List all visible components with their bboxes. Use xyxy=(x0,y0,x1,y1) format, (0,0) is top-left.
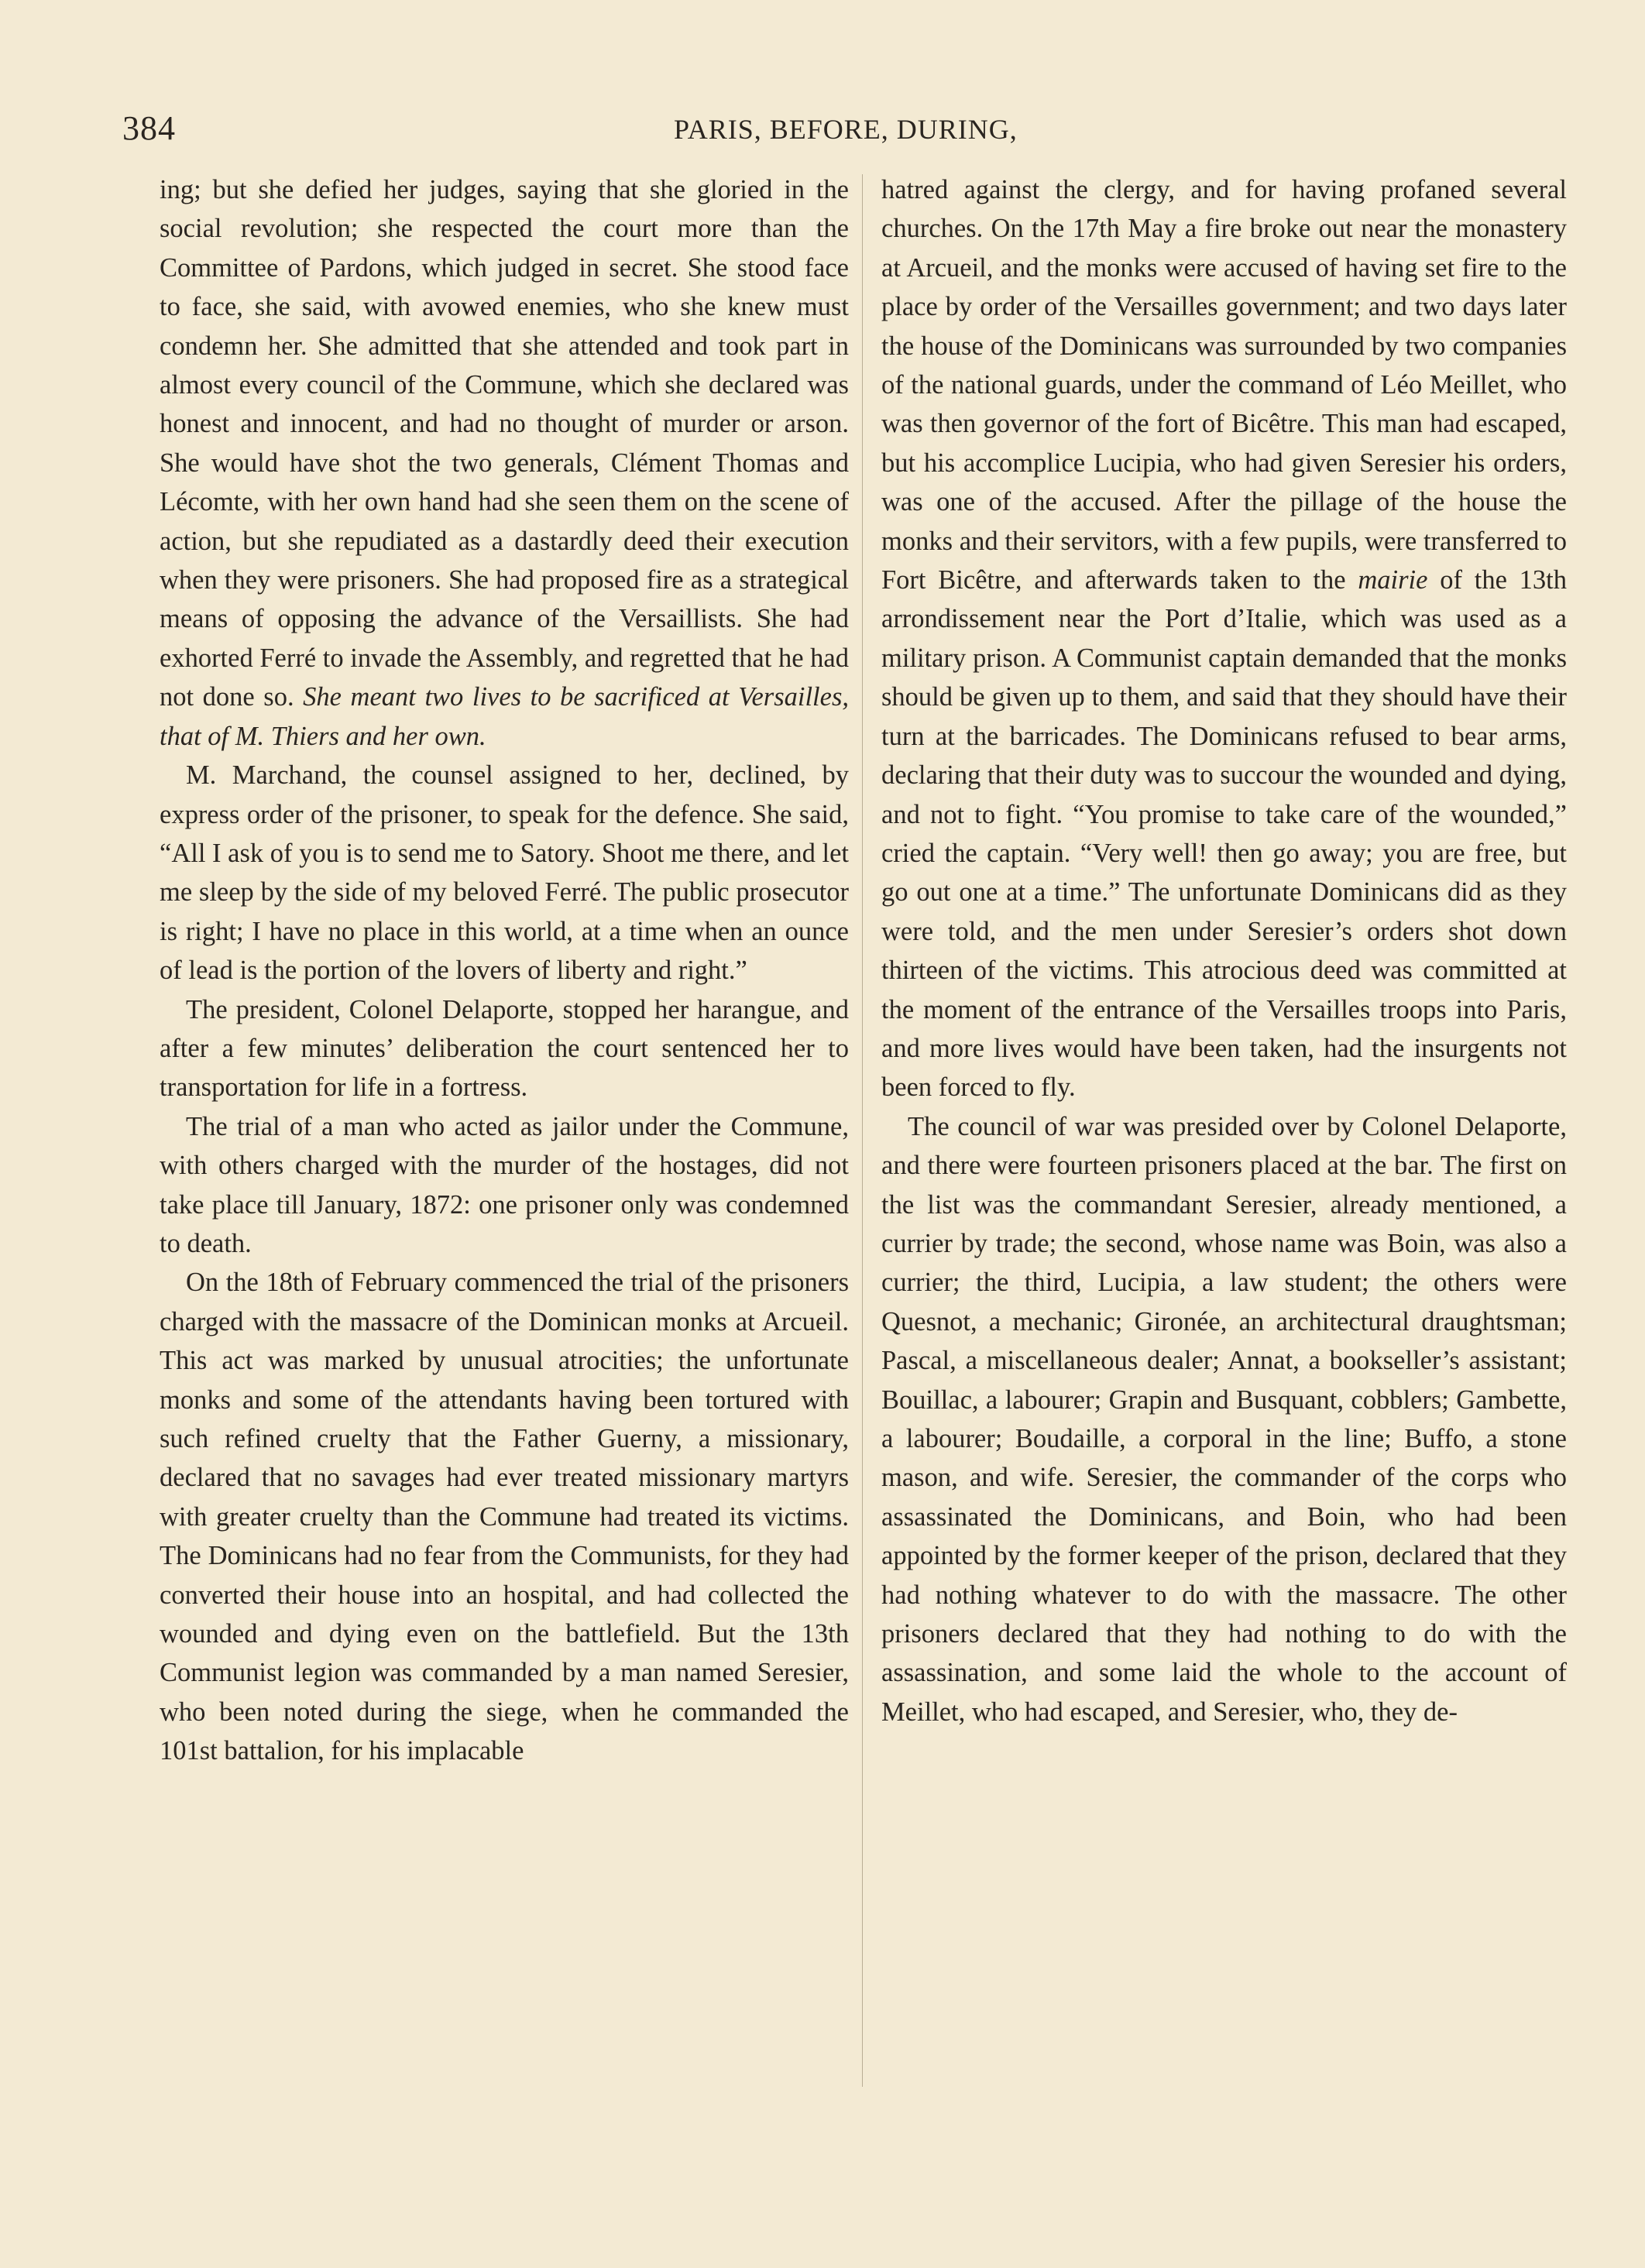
paragraph: The president, Colonel Delaporte, stopped her harangue, and after a few minutes’ deliberation the court sentenced her to transportation for life in a fortress. xyxy=(160,994,849,1103)
paragraph-text: of the 13th arrondissement near the Port d’Italie, which was used as a military prison. A Communist captain demanded that the monks should be given up to them, and said that they should have their turn at the barricades. The Dominicans refused to bear arms, declaring that their duty was to succour the wounded and dying, and not to fight. “You promise to take care of the wounded,” cried the captain. “Very well! then go away; you are free, but go out one at a time.” The unfortunate Dominicans did as they were told, and the men under Seresier’s orders shot down thirteen of the victims. This atrocious deed was committed at the moment of the entrance of the Versailles troops into Paris, and more lives would have been taken, had the insurgents not been forced to fly. xyxy=(881,565,1568,1103)
page-number: 384 xyxy=(122,109,176,147)
paragraph xyxy=(881,170,1567,1107)
paragraph-text: hatred against the clergy, and for having profaned several churches. On the 17th May a fire broke out near the monastery at Arcueil, and the monks were accused of having set fire to the place by order of the Versailles government; and two days later the house of the Dominicans was surrounded by two companies of the national guards, under the command of Léo Meillet, who was then governor of the fort of Bicêtre. This man had escaped, but his accomplice Lucipia, who had given Seresier his orders, was one of the accused. After the pillage of the house the monks and their servitors, with a few pupils, were transferred to Fort Bicêtre, and afterwards taken to the xyxy=(881,175,1567,595)
right-column xyxy=(881,170,1567,1731)
paragraph: On the 18th of February commenced the trial of the prisoners charged with the massacre of the Dominican monks at Arcueil. This act was marked by unusual atrocities; the unfortunate monks and some of the attendants having been tortured with such refined cruelty that the Father Guerny, a missionary, declared that no savages had ever treated missionary martyrs with greater cruelty than the Commune had treated its victims. The Dominicans had no fear from the Communists, for they had converted their house into an hospital, and had collected the wounded and dying even on the battlefield. But the 13th Communist legion was commanded by a man named Seresier, who been noted during the siege, when he commanded the 101st battalion, for his implacable xyxy=(160,1268,849,1766)
running-head: PARIS, BEFORE, DURING, xyxy=(674,114,1018,145)
column-rule xyxy=(862,174,863,2087)
paragraph: The trial of a man who acted as jailor under the Commune, with others charged with the murder of the hostages, did not take place till January, 1872: one prisoner only was condemned to death. xyxy=(160,1111,849,1258)
paragraph-text: ing; but she defied her judges, saying that she gloried in the social revolution; she respected the court more than the Committee of Pardons, which judged in secret. She stood face to face, she said, with avowed enemies, who she knew must condemn her. She admitted that she attended and took part in almost every council of the Commune, which she declared was honest and innocent, and had no thought of murder or arson. She would have shot the two generals, Clément Thomas and Lécomte, with her own hand had she seen them on the scene of action, but she repudiated as a dastardly deed their execution when they were prisoners. She had proposed fire as a strategical means of opposing the advance of the Versaillists. She had exhorted Ferré to invade the Assembly, and regretted that he had not done so. xyxy=(160,175,849,712)
italic-text: She meant two lives to be sacrificed at Versailles, that of M. Thiers and her own. xyxy=(160,682,849,751)
paragraph: M. Marchand, the counsel assigned to her, declined, by express order of the prisoner, to speak for the defence. She said, “All I ask of you is to send me to Satory. Shoot me there, and let me sleep by the side of my beloved Ferré. The public prosecutor is right; I have no place in this world, at a time when an ounce of lead is the portion of the lovers of liberty and right.” xyxy=(160,760,849,986)
italic-text: mairie xyxy=(1358,565,1428,595)
paragraph: The council of war was presided over by Colonel Delaporte, and there were fourteen prisoners placed at the bar. The first on the list was the commandant Seresier, already mentioned, a currier by trade; the second, whose name was Boin, was also a currier; the third, Lucipia, a law student; the others were Quesnot, a mechanic; Gironée, an architectural draughtsman; Pascal, a miscellaneous dealer; Annat, a bookseller’s assistant; Bouillac, a labourer; Grapin and Busquant, cobblers; Gambette, a labourer; Boudaille, a corporal in the line; Buffo, a stone mason, and wife. Seresier, the commander of the corps who assassinated the Dominicans, and Boin, who had been appointed by the former keeper of the prison, declared that they had nothing whatever to do with the massacre. The other prisoners declared that they had nothing to do with the assassination, and some laid the whole to the account of Meillet, who had escaped, and Seresier, who, they de- xyxy=(881,1111,1567,1727)
left-column xyxy=(160,170,849,1771)
paragraph xyxy=(160,170,849,756)
